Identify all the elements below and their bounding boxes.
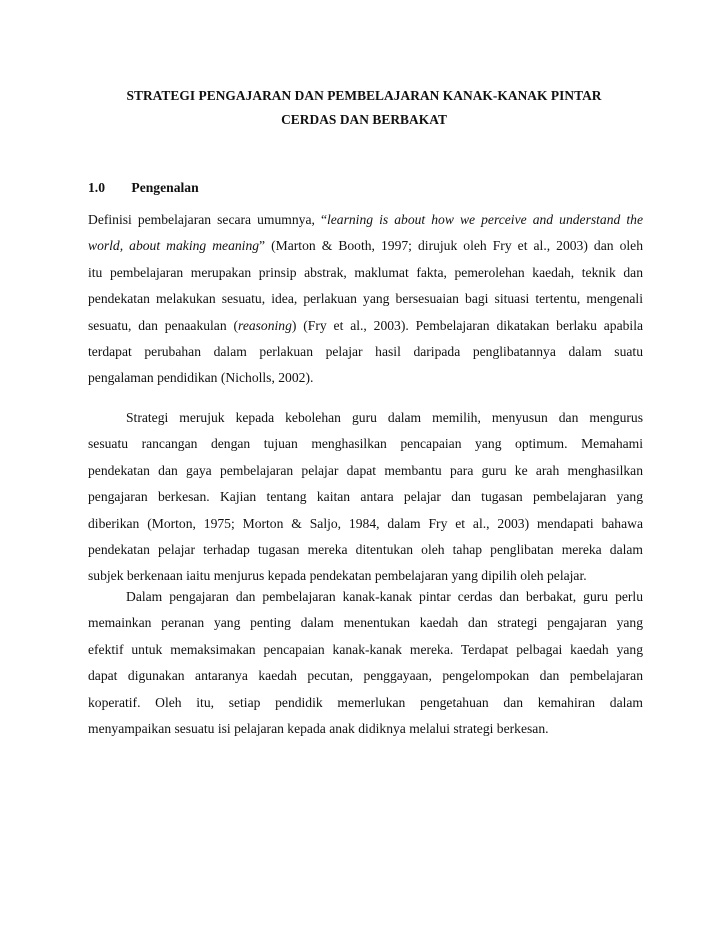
section-title: Pengenalan — [131, 180, 199, 195]
paragraph-line: sesuatu rancangan dengan tujuan menghasilkan pencapaian yang optimum. Memahami — [88, 436, 643, 452]
paragraph-line: Strategi merujuk kepada kebolehan guru dalam memilih, menyusun dan mengurus — [126, 410, 643, 425]
paragraph-line: efektif untuk memaksimakan pencapaian kanak-kanak mereka. Terdapat pelbagai kaedah yang — [88, 641, 643, 657]
paragraph-line: pendekatan pelajar terhadap tugasan mereka ditentukan oleh tahap penglibatan mereka dalam — [88, 541, 643, 557]
paragraph-1 — [88, 207, 643, 392]
paragraph-line: itu pembelajaran merupakan prinsip abstrak, maklumat fakta, pemerolehan kaedah, teknik dan — [88, 264, 643, 280]
paragraph-line: pengalaman pendidikan (Nicholls, 2002). — [88, 370, 314, 386]
paragraph-line: pengajaran berkesan. Kajian tentang kaitan antara pelajar dan tugasan pembelajaran yang — [88, 489, 643, 505]
document-title-line-2: CERDAS DAN BERBAKAT — [281, 112, 447, 127]
paragraph-line: pendekatan dan gaya pembelajaran pelajar dapat membantu para guru ke arah menghasilkan — [88, 462, 643, 478]
section-heading — [88, 180, 199, 196]
paragraph-line: subjek berkenaan iaitu menjurus kepada pendekatan pembelajaran yang dipilih oleh pelajar. — [88, 568, 587, 584]
paragraph-2 — [88, 405, 643, 590]
paragraph-line: pendekatan melakukan sesuatu, idea, perlakuan yang bersesuaian bagi situasi tertentu, mengenali — [88, 291, 643, 307]
paragraph-line: Definisi pembelajaran secara umumnya, “learning is about how we perceive and understand the — [88, 212, 643, 227]
paragraph-line: world, about making meaning” (Marton & Booth, 1997; dirujuk oleh Fry et al., 2003) dan oleh — [88, 238, 643, 254]
paragraph-line: dapat digunakan antaranya kaedah pecutan, penggayaan, pengelompokan dan pembelajaran — [88, 668, 643, 684]
paragraph-line: memainkan peranan yang penting dalam menentukan kaedah dan strategi pengajaran yang — [88, 615, 643, 631]
section-number: 1.0 — [88, 180, 105, 195]
paragraph-line: diberikan (Morton, 1975; Morton & Saljo, 1984, dalam Fry et al., 2003) mendapati bahawa — [88, 515, 643, 531]
paragraph-line: koperatif. Oleh itu, setiap pendidik memerlukan pengetahuan dan kemahiran dalam — [88, 694, 643, 710]
paragraph-3 — [88, 584, 643, 742]
paragraph-line: menyampaikan sesuatu isi pelajaran kepada anak didiknya melalui strategi berkesan. — [88, 720, 549, 736]
paragraph-line: terdapat perubahan dalam perlakuan pelajar hasil daripada penglibatannya dalam suatu — [88, 343, 643, 359]
document-title-line-1: STRATEGI PENGAJARAN DAN PEMBELAJARAN KANAK-KANAK PINTAR — [126, 88, 602, 103]
paragraph-line: Dalam pengajaran dan pembelajaran kanak-kanak pintar cerdas dan berbakat, guru perlu — [126, 589, 643, 604]
paragraph-line: sesuatu, dan penaakulan (reasoning) (Fry et al., 2003). Pembelajaran dikatakan berlaku apabila — [88, 317, 644, 333]
